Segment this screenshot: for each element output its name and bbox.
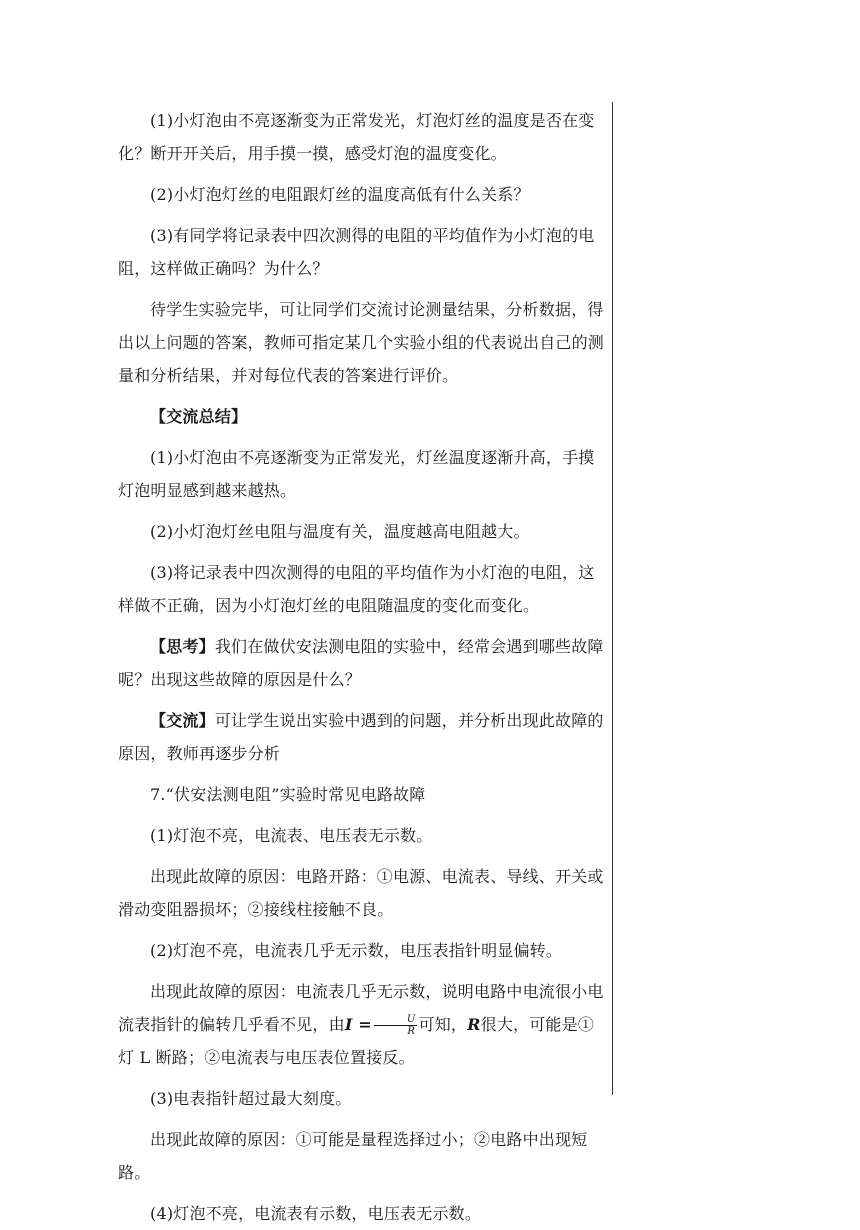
teacher-instruction: 待学生实验完毕，可让同学们交流讨论测量结果，分析数据，得出以上问题的答案，教师可指定某几个实验小组的代表说出自己的测量和分析结果，并对每位代表的答案进行评价。 [118, 300, 605, 385]
fault-1-cause: 出现此故障的原因：电路开路：①电源、电流表、导线、开关或滑动变阻器损坏；②接线柱接触不良。 [118, 867, 604, 919]
formula-lhs: I = [344, 1015, 372, 1034]
document-body [118, 104, 608, 1230]
section-heading-summary: 【交流总结】 [150, 407, 248, 426]
fault-2-cause-end: 很大，可能是①灯 L 断路；②电流表与电压表位置接反。 [118, 1015, 595, 1067]
fault-4: (4)灯泡不亮，电流表有示数，电压表无示数。 [150, 1204, 482, 1223]
summary-1: (1)小灯泡由不亮逐渐变为正常发光，灯丝温度逐渐升高，手摸灯泡明显感到越来越热。 [118, 448, 595, 500]
fault-2: (2)灯泡不亮，电流表几乎无示数，电压表指针明显偏转。 [150, 941, 563, 960]
think-text: 我们在做伏安法测电阻的实验中，经常会遇到哪些故障呢？出现这些故障的原因是什么？ [118, 637, 604, 689]
formula-fraction [374, 1014, 417, 1037]
table-right-border [612, 102, 613, 1095]
exchange-paragraph [118, 704, 608, 770]
fault-3: (3)电表指针超过最大刻度。 [150, 1089, 352, 1108]
fault-2-cause [118, 975, 608, 1074]
fault-1: (1)灯泡不亮，电流表、电压表无示数。 [150, 826, 433, 845]
formula-numerator: U [374, 1014, 417, 1026]
summary-3: (3)将记录表中四次测得的电阻的平均值作为小灯泡的电阻，这样做不正确，因为小灯泡灯丝的电阻随温度的变化而变化。 [118, 563, 595, 615]
exchange-heading: 【交流】 [150, 711, 215, 730]
fault-3-cause: 出现此故障的原因：①可能是量程选择过小；②电路中出现短路。 [118, 1130, 588, 1182]
fault-section-title: 7.“伏安法测电阻”实验时常见电路故障 [150, 785, 426, 804]
exchange-text: 可让学生说出实验中遇到的问题，并分析出现此故障的原因，教师再逐步分析 [118, 711, 604, 763]
think-heading: 【思考】 [150, 637, 215, 656]
summary-2: (2)小灯泡灯丝电阻与温度有关，温度越高电阻越大。 [150, 522, 530, 541]
question-3: (3)有同学将记录表中四次测得的电阻的平均值作为小灯泡的电阻，这样做正确吗？为什么？ [118, 226, 595, 278]
fault-2-cause-mid: 可知， [418, 1015, 468, 1034]
think-paragraph [118, 630, 608, 696]
question-2: (2)小灯泡灯丝的电阻跟灯丝的温度高低有什么关系？ [150, 185, 530, 204]
formula-denominator: R [407, 1026, 416, 1037]
question-1: (1)小灯泡由不亮逐渐变为正常发光，灯泡灯丝的温度是否在变化？断开开关后，用手摸一摸，感受灯泡的温度变化。 [118, 111, 595, 163]
fault-2-cause-text: 出现此故障的原因：电流表几乎无示数，说明电路中电流很小电流表指针的偏转几乎看不见，由 [118, 982, 604, 1034]
resistance-symbol: R [467, 1015, 481, 1034]
